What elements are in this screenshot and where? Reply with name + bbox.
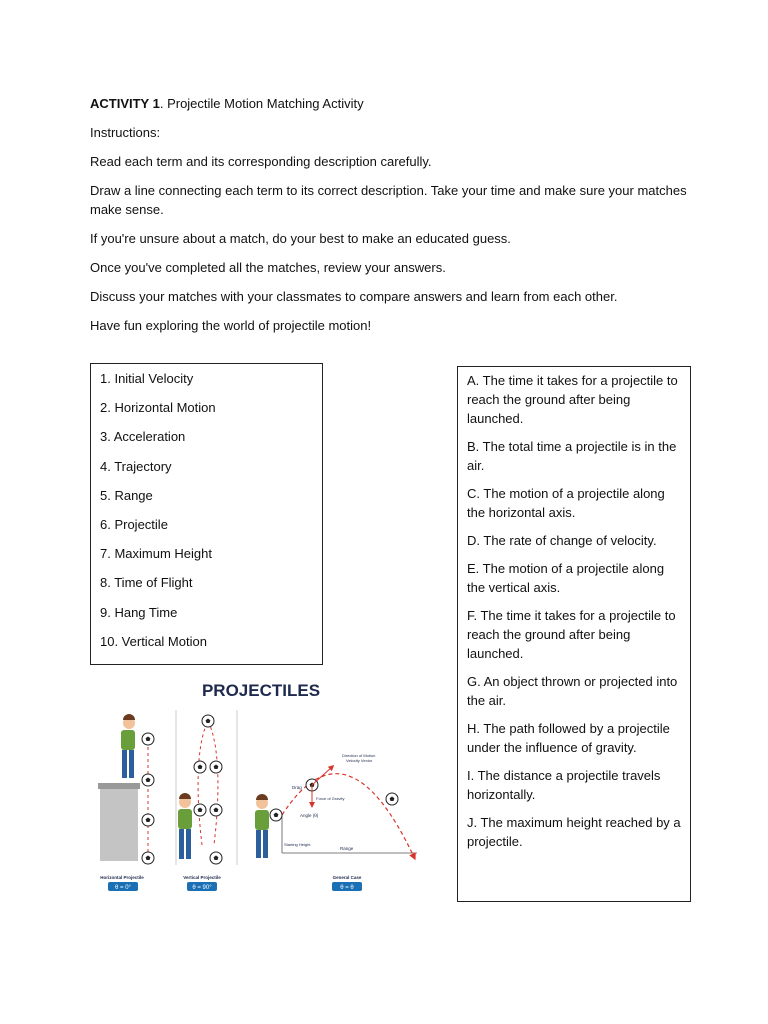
velocity-label: Velocity Vector: [346, 758, 373, 763]
angle-label: Angle (θ): [300, 813, 319, 818]
description-item[interactable]: H. The path followed by a projectile under the influence of gravity.: [467, 721, 670, 755]
description-item[interactable]: D. The rate of change of velocity.: [467, 533, 657, 548]
description-item[interactable]: I. The distance a projectile travels horizontally.: [467, 768, 661, 802]
ball: [202, 715, 214, 727]
person-leg: [179, 829, 184, 859]
instruction-line: Discuss your matches with your classmates to compare answers and learn from each other.: [90, 289, 618, 304]
ball: [270, 809, 282, 821]
starting-height-label: Starting Height: [284, 842, 311, 847]
instruction-line: Draw a line connecting each term to its correct description. Take your time and make sure your matches make sense.: [90, 183, 687, 217]
term-item[interactable]: 6. Projectile: [100, 516, 168, 532]
person-leg: [186, 829, 191, 859]
ball: [142, 814, 154, 826]
person-leg: [122, 750, 127, 778]
ball: [210, 804, 222, 816]
pedestal: [100, 787, 138, 861]
person-leg: [129, 750, 134, 778]
person-shirt: [121, 730, 135, 750]
description-item[interactable]: G. An object thrown or projected into the air.: [467, 674, 678, 708]
angle-badge-text: θ = 90°: [192, 885, 212, 891]
term-item[interactable]: 8. Time of Flight: [100, 575, 193, 591]
person-hair: [123, 714, 135, 720]
description-item[interactable]: A. The time it takes for a projectile to reach the ground after being launched.: [467, 373, 678, 426]
term-item[interactable]: 2. Horizontal Motion: [100, 400, 216, 416]
ball: [210, 852, 222, 864]
description-item[interactable]: E. The motion of a projectile along the vertical axis.: [467, 561, 665, 595]
velocity-vector: [312, 767, 332, 785]
horizontal-projectile-panel: [98, 714, 154, 891]
person-leg: [256, 830, 261, 858]
ball: [142, 774, 154, 786]
activity-label: ACTIVITY 1: [90, 96, 160, 111]
term-item[interactable]: 1. Initial Velocity: [100, 371, 194, 386]
panel-caption: Horizontal Projectile: [100, 875, 144, 880]
person-leg: [263, 830, 268, 858]
term-item[interactable]: 4. Trajectory: [100, 458, 172, 474]
angle-badge-text: θ = θ: [340, 885, 354, 891]
activity-title: [90, 94, 690, 113]
descriptions-box: [457, 366, 691, 902]
figure-title: PROJECTILES: [201, 681, 321, 700]
projectiles-illustration: [92, 675, 432, 900]
term-item[interactable]: 9. Hang Time: [100, 604, 178, 620]
activity-title-text: . Projectile Motion Matching Activity: [159, 96, 364, 111]
term-item[interactable]: 7. Maximum Height: [100, 546, 212, 562]
ball: [194, 761, 206, 773]
term-item[interactable]: 10. Vertical Motion: [100, 633, 207, 649]
instruction-line: Have fun exploring the world of projectile motion!: [90, 318, 372, 333]
ball: [142, 852, 154, 864]
instructions-heading: Instructions:: [90, 125, 161, 140]
gravity-label: Force of Gravity: [316, 796, 345, 801]
instruction-line: If you're unsure about a match, do your best to make an educated guess.: [90, 231, 511, 246]
description-item[interactable]: C. The motion of a projectile along the horizontal axis.: [467, 486, 665, 520]
vertical-projectile-panel: [178, 715, 222, 891]
instruction-line: Read each term and its corresponding description carefully.: [90, 154, 432, 169]
description-item[interactable]: B. The total time a projectile is in the air.: [467, 439, 677, 473]
panel-caption: Vertical Projectile: [183, 875, 221, 880]
angle-badge-text: θ = 0°: [115, 885, 131, 891]
person-hair: [179, 793, 191, 799]
description-item[interactable]: J. The maximum height reached by a projectile.: [467, 815, 681, 849]
person-shirt: [255, 810, 269, 830]
description-item[interactable]: F. The time it takes for a projectile to reach the ground after being launched.: [467, 608, 676, 661]
term-item[interactable]: 3. Acceleration: [100, 429, 186, 445]
range-label: Range: [340, 846, 354, 851]
drag-label: Drag: [292, 785, 302, 790]
terms-box: [90, 363, 323, 665]
person-hair: [256, 794, 268, 800]
ball: [210, 761, 222, 773]
person-shirt: [178, 809, 192, 829]
ball: [142, 733, 154, 745]
instruction-line: Once you've completed all the matches, review your answers.: [90, 260, 446, 275]
pedestal-top: [98, 783, 140, 789]
ball: [386, 793, 398, 805]
panel-caption: General Case: [332, 875, 362, 880]
ball: [194, 804, 206, 816]
general-case-panel: [255, 753, 417, 891]
trajectory-line: [198, 721, 218, 845]
direction-label: Direction of Motion: [342, 753, 376, 758]
term-item[interactable]: 5. Range: [100, 487, 153, 503]
